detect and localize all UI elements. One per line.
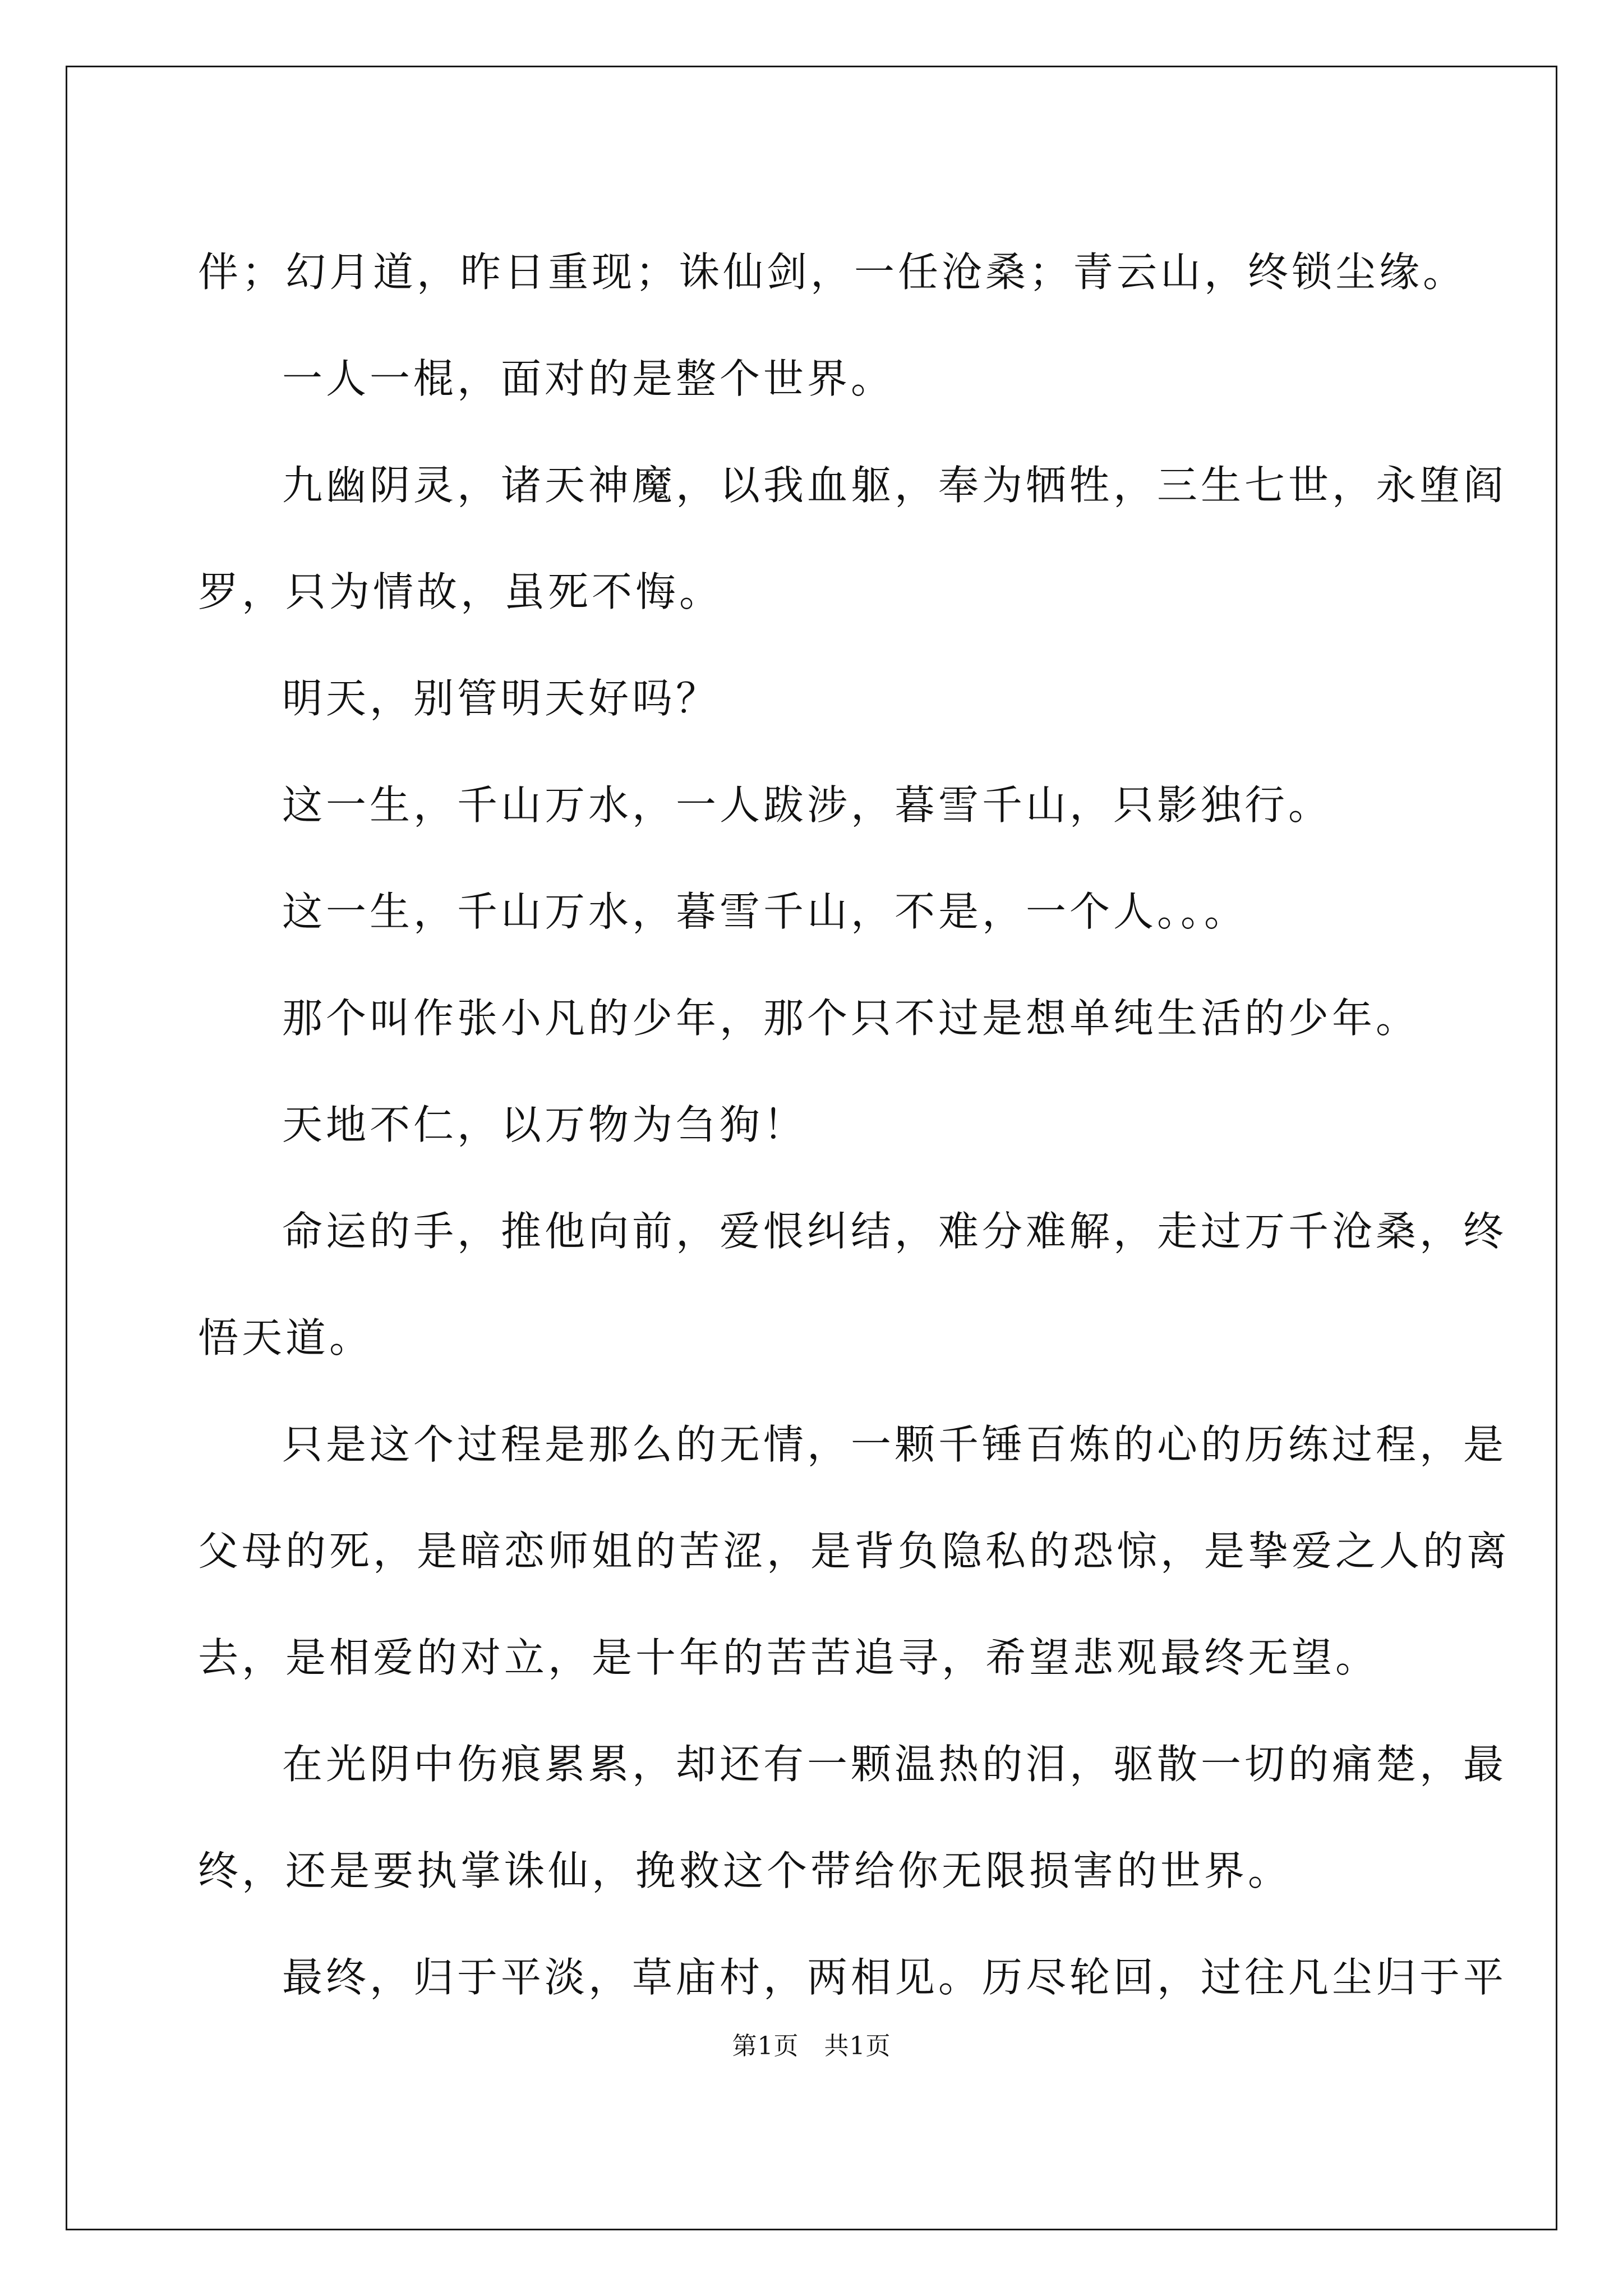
text-line-10: 命运的手，推他向前，爱恨纠结，难分难解，走过万千沧桑，终 <box>282 1208 1507 1255</box>
text-line-15: 在光阴中伤痕累累，却还有一颗温热的泪，驱散一切的痛楚，最 <box>282 1741 1507 1788</box>
text-line-14: 去，是相爱的对立，是十年的苦苦追寻，希望悲观最终无望。 <box>198 1634 1380 1681</box>
text-line-5: 明天，别管明天好吗？ <box>282 675 720 722</box>
text-line-6: 这一生，千山万水，一人跋涉，暮雪千山，只影独行。 <box>282 781 1332 829</box>
text-line-3: 九幽阴灵，诸天神魔，以我血躯，奉为牺牲，三生七世，永堕阎 <box>282 462 1507 509</box>
text-line-12: 只是这个过程是那么的无情，一颗千锤百炼的心的历练过程，是 <box>282 1421 1507 1468</box>
text-line-8: 那个叫作张小凡的少年，那个只不过是想单纯生活的少年。 <box>282 995 1420 1042</box>
text-line-4: 罗，只为情故，虽死不悔。 <box>198 568 723 615</box>
page-number-footer: 第1页 共1页 <box>732 2032 891 2060</box>
text-line-16: 终，还是要执掌诛仙，挽救这个带给你无限损害的世界。 <box>198 1847 1292 1894</box>
text-line-1: 伴；幻月道，昨日重现；诛仙剑，一任沧桑；青云山，终锁尘缘。 <box>198 249 1467 296</box>
text-line-11: 悟天道。 <box>198 1314 374 1361</box>
text-line-2: 一人一棍，面对的是整个世界。 <box>282 355 895 402</box>
text-line-17: 最终，归于平淡，草庙村，两相见。历尽轮回，过往凡尘归于平 <box>282 1954 1507 2001</box>
text-line-9: 天地不仁，以万物为刍狗！ <box>282 1101 808 1148</box>
text-line-7: 这一生，千山万水，暮雪千山，不是，一个人。。。 <box>282 888 1248 935</box>
document-body <box>198 219 1511 2031</box>
text-line-13: 父母的死，是暗恋师姐的苦涩，是背负隐私的恐惊，是挚爱之人的离 <box>198 1527 1511 1575</box>
